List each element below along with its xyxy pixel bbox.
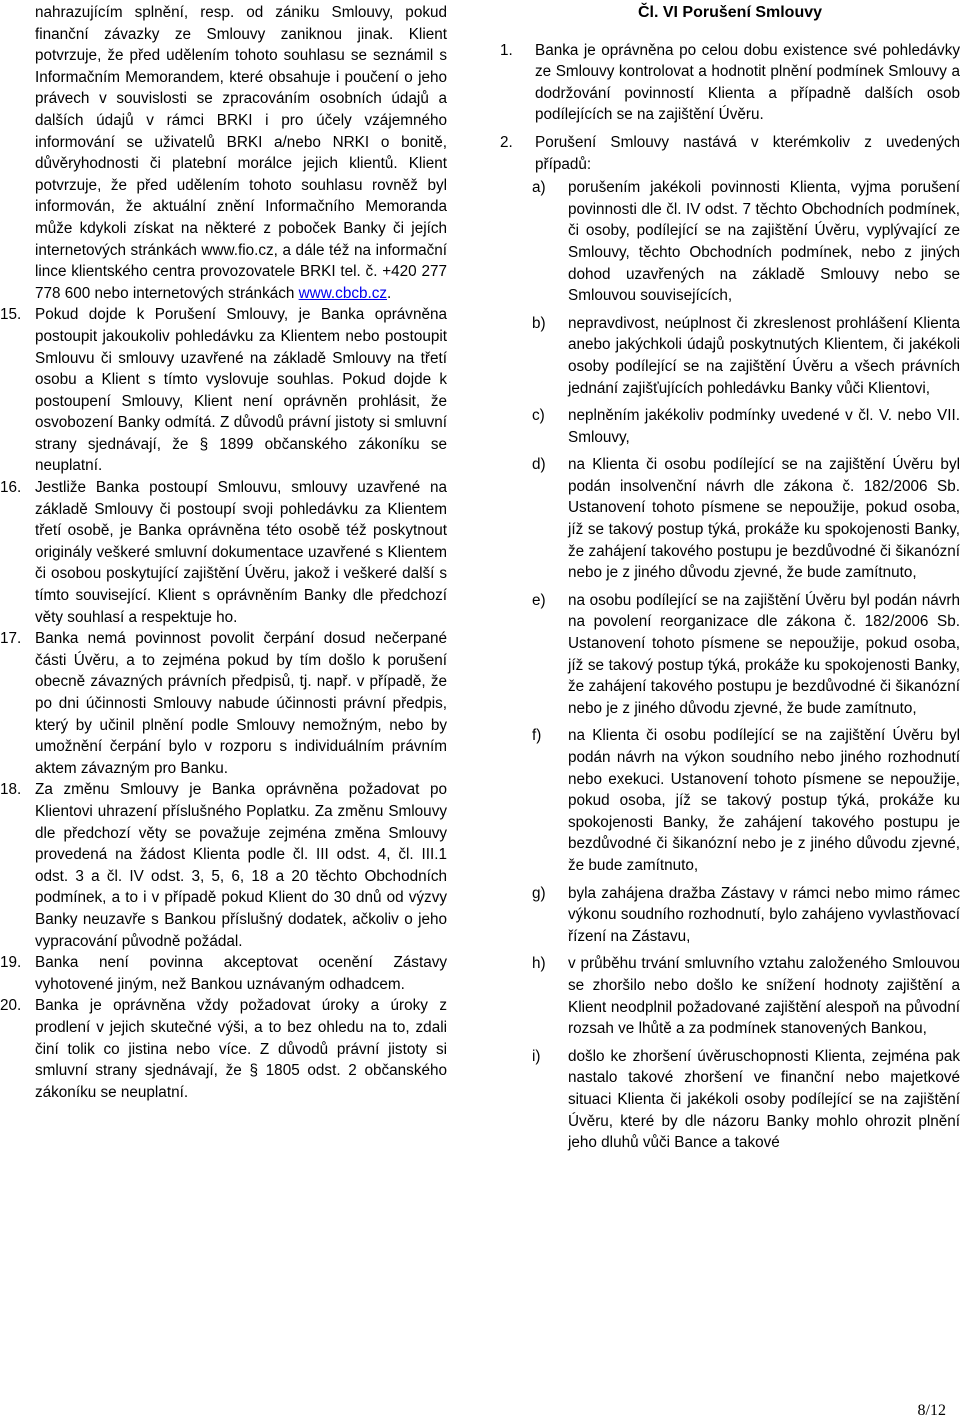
item-letter: f) — [532, 727, 542, 745]
item-number: 15. — [0, 306, 22, 324]
item-text: byla zahájena dražba Zástavy v rámci nebo mimo rámec výkonu soudního rozhodnutí, bylo zahájeno vyvlastňovací řízení na Zástavu, — [568, 884, 960, 945]
intro-text: nahrazujícím splnění, resp. od zániku Smlouvy, pokud finanční závazky ze Smlouvy zaniknou jinak. Klient potvrzuje, že před udělením tohoto souhlasu se seznámil s Informačním Memorandem, které obsahuje i poučení o jeho právech v souvislosti se zpracováním osobních údajů a dalších údajů v rámci BRKI i pro účely vzájemného informování se uživatelů BRKI a/nebo NRKI o bonitě, důvěryhodnosti či platební morálce jejich klientů. Klient potvrzuje, že před udělením tohoto souhlasu rovněž byl informován, že aktuální znění Informačního Memoranda může kdykoli získat na některé z poboček Banky či jejích internetových stránkách www.fio.cz, a dále též na informační lince klientského centra provozovatele BRKI tel. č. +420 277 778 600 nebo internetových stránkách — [35, 4, 447, 302]
item-text: Banka je oprávněna po celou dobu existence své pohledávky ze Smlouvy kontrolovat a hodnotit plnění podmínek Smlouvy a dodržování povinností Klienta a případně dalších osob podílejících se na zajištění Úvěru. — [535, 41, 960, 124]
numbered-item — [0, 304, 447, 477]
intro-end: . — [387, 284, 392, 302]
numbered-item — [0, 779, 447, 952]
item-letter: b) — [532, 314, 546, 332]
lettered-item — [500, 313, 960, 399]
lettered-item — [500, 177, 960, 307]
item-letter: d) — [532, 456, 546, 474]
item-letter: e) — [532, 591, 546, 609]
lettered-item — [500, 454, 960, 584]
item-text: Banka není povinna akceptovat ocenění Zástavy vyhotovené jiným, než Bankou uznávaným odhadcem. — [35, 954, 447, 993]
item-text: Jestliže Banka postoupí Smlouvu, smlouvy uzavřené na základě Smlouvy či postoupí svoji pohledávku za Klientem třetí osobě, je Banka oprávněna této osobě též poskytnout originály veškeré smluvní dokumentace uzavřené s Klientem či osobou poskytující zajištění Úvěru, jakož i veškeré další s tímto související. Klient s oprávněním Banky dle předchozí věty souhlasí a respektuje ho. — [35, 479, 447, 626]
lettered-item — [500, 883, 960, 948]
item-letter: h) — [532, 955, 546, 973]
numbered-item — [0, 477, 447, 628]
item-number: 19. — [0, 954, 22, 972]
left-numbered-list — [0, 304, 447, 1103]
lettered-item — [500, 590, 960, 720]
item-number: 16. — [0, 479, 22, 497]
item-number: 18. — [0, 781, 22, 799]
item-text: neplněním jakékoliv podmínky uvedené v čl. V. nebo VII. Smlouvy, — [568, 407, 960, 446]
left-column — [0, 2, 447, 1103]
intro-paragraph — [35, 2, 447, 304]
item-letter: i) — [532, 1047, 541, 1065]
item-number: 1. — [500, 41, 513, 59]
item-text: Pokud dojde k Porušení Smlouvy, je Banka oprávněna postoupit jakoukoliv pohledávku za Klientem nebo postoupit Smlouvu či smlouvy uzavřené na základě Smlouvy na třetí osobu a Klient s tímto vyslovuje souhlas. Pokud dojde k postoupení Smlouvy, Klient není oprávněn prohlásit, že osvobození Banky odmítá. Z důvodů právní jistoty si smluvní strany sjednávají, že § 1899 občanského zákoníku se neuplatní. — [35, 306, 447, 475]
item-text: Banka nemá povinnost povolit čerpání dosud nečerpané části Úvěru, a to zejména pokud by tím došlo k porušení obecně závazných právních předpisů, tj. např. v případě, že po dni účinnosti Smlouvy nabude účinnosti právní předpis, který by učinil plnění podle Smlouvy nemožným, nebo by umožnění čerpání bylo v rozporu s individuálním právním aktem závazným pro Banku. — [35, 630, 447, 777]
item-text: na Klienta či osobu podílející se na zajištění Úvěru byl podán návrh na výkon soudního nebo jiného rozhodnutí nebo exekuci. Ustanovení tohoto písmene se nepoužije, pokud osoba, jíž se takový postup týká, prokáže ku spokojenosti Banky, že zahájení takového postupu je bezdůvodné či šikanózní nebo je z jiného důvodu zjevné, že bude zamítnuto, — [568, 727, 960, 874]
lettered-item — [500, 725, 960, 876]
numbered-item — [0, 628, 447, 779]
lettered-list — [500, 177, 960, 1154]
item-number: 2. — [500, 133, 513, 151]
item-text: došlo ke zhoršení úvěruschopnosti Klienta, zejména pak nastalo takové zhoršení ve finanční nebo majetkové situaci Klienta či jakékoli osoby podílející se na zajištění Úvěru, které by dle názoru Banky mohlo ohrozit plnění jeho dluhů vůči Bance a takové — [568, 1047, 960, 1152]
item-number: 20. — [0, 997, 22, 1015]
numbered-item — [500, 40, 960, 126]
item-letter: g) — [532, 884, 546, 902]
section-heading: Čl. VI Porušení Smlouvy — [637, 4, 823, 21]
cbcb-link[interactable]: www.cbcb.cz — [298, 284, 388, 302]
lettered-item — [500, 953, 960, 1039]
item-text: nepravdivost, neúplnost či zkreslenost prohlášení Klienta anebo jakýchkoli údajů poskytnutých Klientem, či jakékoli osoby podílející se na zajištění Úvěru a všech právních jednání zajišťujících pohledávku Banky vůči Klientovi, — [568, 314, 960, 397]
item-text: v průběhu trvání smluvního vztahu založeného Smlouvou se zhoršilo nebo došlo ke snížení hodnoty zajištění a Klient neodplnil požadované zajištění alespoň na původní rozsah ve lhůtě a za podmínek stanovených Bankou, — [568, 955, 960, 1038]
item-text: Za změnu Smlouvy je Banka oprávněna požadovat po Klientovi uhrazení příslušného Poplatku. Za změnu Smlouvy dle předchozí věty se považuje zejména změna Smlouvy provedená na žádost Klienta podle čl. III odst. 4, čl. III.1 odst. 3 a čl. IV odst. 3, 5, 6, 18 a 20 těchto Obchodních podmínek, a to i v případě pokud Klient do 30 dnů od výzvy Banky neuzavře s Bankou příslušný dodatek, ačkoliv o jeho vypracování původně požádal. — [35, 781, 447, 950]
right-column — [500, 2, 960, 1160]
item-text: Banka je oprávněna vždy požadovat úroky a úroky z prodlení v jejich skutečné výši, a to bez ohledu na to, zdali činí tolik co jistina nebo více. Z důvodů právní jistoty si smluvní strany sjednávají, že § 1805 odst. 2 občanského zákoníku se neuplatní. — [35, 997, 447, 1101]
item-text: porušením jakékoli povinnosti Klienta, vyjma porušení povinnosti dle čl. IV odst. 7 těchto Obchodních podmínek, či osoby, podílející se na zajištění Úvěru, vyplývající ze Smlouvy, těchto Obchodních podmínek, nebo z jiných dohod uzavřených na základě Smlouvy nebo se Smlouvou souvisejících, — [568, 179, 960, 305]
item-text: na osobu podílející se na zajištění Úvěru byl podán návrh na povolení reorganizace dle zákona č. 182/2006 Sb. Ustanovení tohoto písmene se nepoužije, pokud osoba, jíž se takový postup týká, prokáže ku spokojenosti Banky, že zahájení takového postupu je bezdůvodné či šikanózní nebo je z jiného důvodu zjevné, že bude zamítnuto, — [568, 591, 960, 717]
item-letter: c) — [532, 407, 545, 425]
numbered-item — [500, 132, 960, 175]
numbered-item — [0, 952, 447, 995]
item-text: na Klienta či osobu podílející se na zajištění Úvěru byl podán insolvenční návrh dle zákona č. 182/2006 Sb. Ustanovení tohoto písmene se nepoužije, pokud osoba, jíž se takový postup týká, prokáže ku spokojenosti Banky, že zahájení takového postupu je bezdůvodné či šikanózní nebo je z jiného důvodu zjevné, že bude zamítnuto, — [568, 456, 960, 582]
lettered-item — [500, 405, 960, 448]
page-number: 8/12 — [917, 1402, 946, 1420]
item-text: Porušení Smlouvy nastává v kterémkoliv z uvedených případů: — [535, 133, 960, 173]
item-letter: a) — [532, 179, 546, 197]
item-number: 17. — [0, 630, 22, 648]
numbered-item — [0, 995, 447, 1103]
lettered-item — [500, 1046, 960, 1154]
